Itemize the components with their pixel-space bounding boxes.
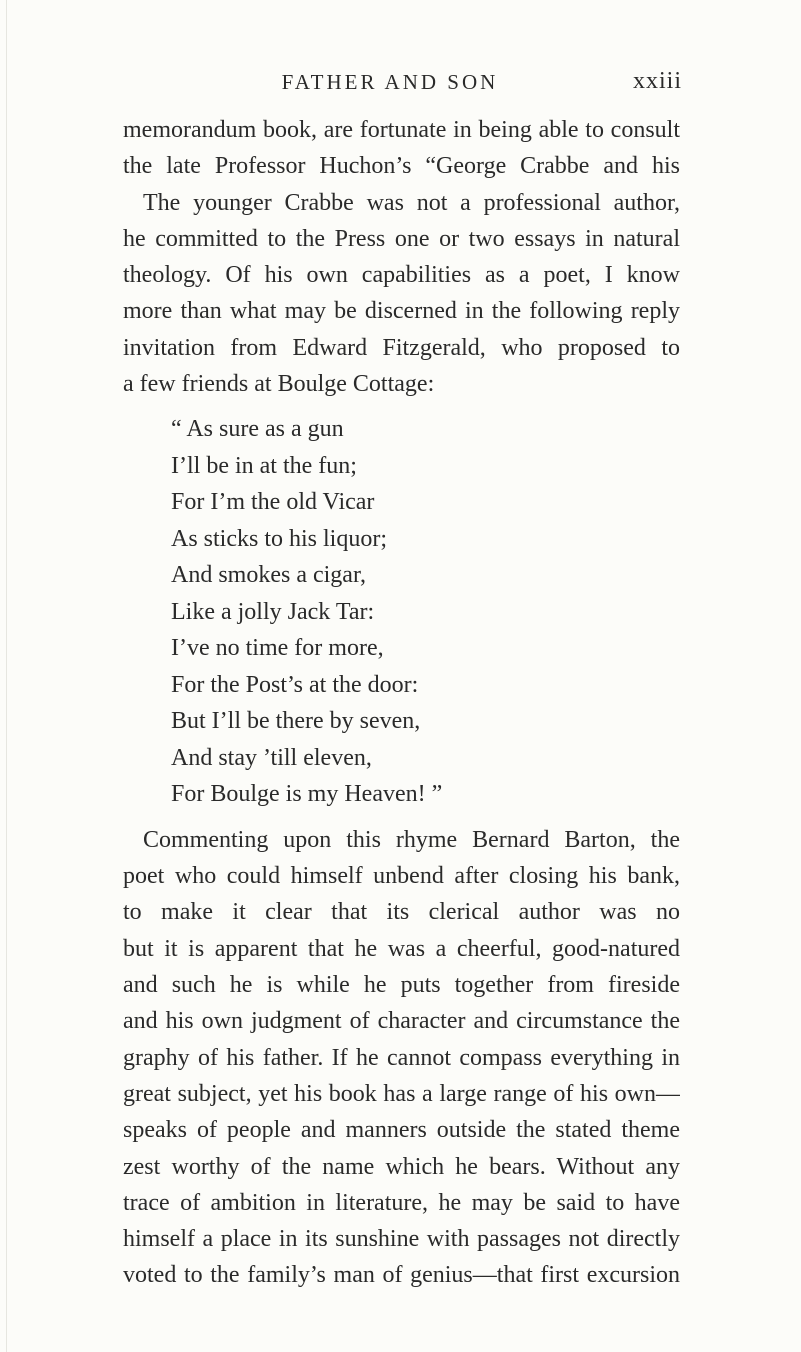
text-line: Commenting upon this rhyme Bernard Barton, the — [143, 826, 680, 853]
text-line: great subject, yet his book has a large range of his own— — [123, 1080, 680, 1107]
text-line: and his own judgment of character and circumstance the — [123, 1008, 680, 1035]
text-line: and such he is while he puts together from fireside — [123, 972, 680, 999]
paragraph-2 — [123, 822, 680, 1294]
text-line: invitation from Edward Fitzgerald, who proposed to — [123, 334, 680, 361]
page-edge-shadow — [6, 0, 7, 1352]
verse-line: And stay ’till eleven, — [171, 744, 372, 771]
verse-line: For the Post’s at the door: — [171, 671, 419, 698]
verse-line: For Boulge is my Heaven! ” — [171, 781, 443, 808]
verse-line: I’ll be in at the fun; — [171, 452, 357, 479]
text-line: The younger Crabbe was not a professional author, — [143, 189, 680, 216]
body-text — [123, 112, 680, 1294]
text-line: to make it clear that its clerical author was no — [123, 899, 680, 926]
verse-block — [171, 411, 680, 813]
text-line: memorandum book, are fortunate in being able to consult — [123, 117, 680, 143]
text-line: but it is apparent that he was a cheerful, good-natured — [123, 935, 680, 962]
verse-line: But I’ll be there by seven, — [171, 708, 421, 735]
verse-line: “ As sure as a gun — [171, 416, 344, 443]
running-head: FATHER AND SON — [281, 70, 499, 94]
paragraph-1 — [123, 112, 680, 402]
text-line: theology. Of his own capabilities as a poet, I know — [123, 262, 680, 289]
text-line: a few friends at Boulge Cottage: — [123, 371, 435, 398]
text-line: voted to the family’s man of genius—that first excursion — [123, 1262, 680, 1289]
page-number: xxiii — [632, 68, 682, 94]
verse-line: And smokes a cigar, — [171, 562, 366, 589]
text-line: he committed to the Press one or two essays in natural — [123, 225, 680, 252]
text-line: trace of ambition in literature, he may be said to have — [123, 1189, 680, 1216]
text-line: zest worthy of the name which he bears. Without any — [123, 1153, 680, 1180]
verse-line: I’ve no time for more, — [171, 635, 384, 662]
text-line: himself a place in its sunshine with passages not directly — [123, 1226, 680, 1253]
text-line: speaks of people and manners outside the stated theme — [123, 1117, 680, 1144]
verse-line: For I’m the old Vicar — [171, 489, 375, 516]
verse-line: Like a jolly Jack Tar: — [171, 598, 375, 625]
verse-line: As sticks to his liquor; — [171, 525, 388, 552]
text-line: the late Professor Huchon’s “George Crabbe and his — [123, 153, 680, 180]
text-line: poet who could himself unbend after closing his bank, — [123, 863, 680, 890]
text-line: more than what may be discerned in the following reply — [123, 298, 680, 325]
text-line: graphy of his father. If he cannot compass everything in — [123, 1044, 680, 1071]
